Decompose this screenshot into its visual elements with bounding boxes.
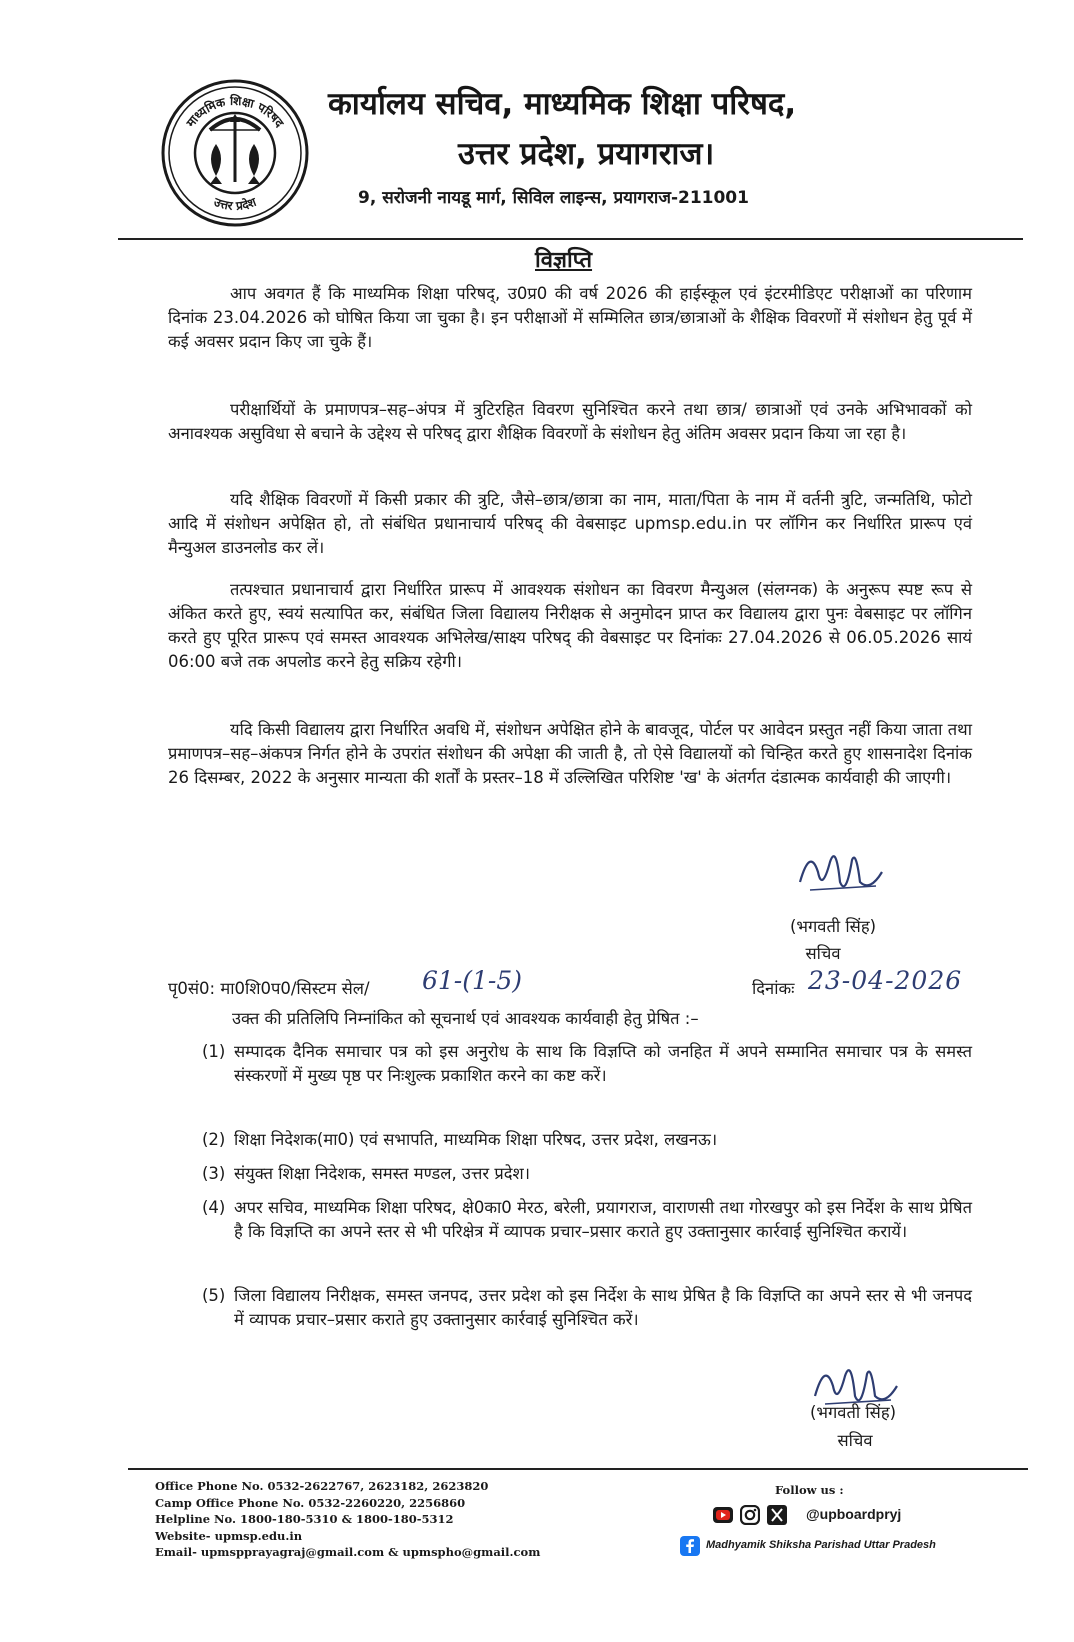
helpline: Helpline No. 1800-180-5310 & 1800-180-5312 — [155, 1512, 454, 1526]
facebook-icon[interactable] — [680, 1536, 700, 1556]
website-link[interactable]: Website- upmsp.edu.in — [155, 1528, 303, 1543]
follow-us-label: Follow us : — [775, 1483, 844, 1497]
copy-list-item-5 — [202, 1284, 972, 1332]
copy-list-item-1 — [202, 1040, 972, 1088]
seal-logo — [160, 78, 310, 228]
notice-paragraph-2: परीक्षार्थियों के प्रमाणपत्र–सह–अंपत्र में त्रुटिरहित विवरण सुनिश्चित करने तथा छात्र/ छात्राओं एवं उनके अभिभावकों को अनावश्यक असुविधा से बचाने के उद्देश्य से परिषद् द्वारा शैक्षिक विवरणों के संशोधन हेतु अंतिम अवसर प्रदान किया जा रहा है। — [168, 400, 972, 443]
footer-contact-block — [155, 1478, 540, 1561]
copy-list-text: संयुक्त शिक्षा निदेशक, समस्त मण्डल, उत्तर प्रदेश। — [234, 1164, 530, 1183]
camp-office-phone: Camp Office Phone No. 0532-2260220, 2256860 — [155, 1495, 466, 1510]
social-handle[interactable]: @upboardpryj — [806, 1506, 902, 1522]
office-title-line2: उत्तर प्रदेश, प्रयागराज। — [458, 136, 715, 172]
notice-paragraph-1: आप अवगत हैं कि माध्यमिक शिक्षा परिषद्, उ0प्र0 की वर्ष 2026 की हाईस्कूल एवं इंटरमीडिएट परीक्षाओं का परिणाम दिनांक 23.04.2026 को घोषित किया जा चुका है। इन परीक्षाओं में सम्मिलित छात्र/छात्राओं के शैक्षिक विवरणों में संशोधन हेतु पूर्व में कई अवसर प्रदान किए जा चुके हैं। — [168, 284, 972, 351]
x-icon[interactable] — [767, 1505, 787, 1525]
footer-divider — [128, 1468, 1028, 1470]
office-phone: Office Phone No. 0532-2622767, 2623182, 2623820 — [155, 1479, 489, 1493]
copy-list-number: (3) — [202, 1164, 226, 1183]
notice-paragraph-3: यदि शैक्षिक विवरणों में किसी प्रकार की त्रुटि, जैसे–छात्र/छात्रा का नाम, माता/पिता के नाम में वर्तनी त्रुटि, जन्मतिथि, फोटो आदि में संशोधन अपेक्षित हो, तो संबंधित प्रधानाचार्य परिषद् की वेबसाइट upmsp.edu.in पर लॉगिन कर निर्धारित प्रारूप एवं मैन्युअल डाउनलोड कर लें। — [168, 490, 972, 557]
copy-list-number: (4) — [202, 1198, 226, 1217]
copy-list-number: (2) — [202, 1130, 226, 1149]
seal-text-top: माध्यमिक शिक्षा परिषद — [183, 93, 287, 130]
copy-list-text: सम्पादक दैनिक समाचार पत्र को इस अनुरोध के साथ कि विज्ञप्ति को जनहित में अपने सम्मानित समाचार पत्र के समस्त संस्करणों में मुख्य पृष्ठ पर निःशुल्क प्रकाशित करने का कष्ट करें। — [234, 1042, 972, 1085]
office-address: 9, सरोजनी नायडू मार्ग, सिविल लाइन्स, प्रयागराज-211001 — [358, 188, 749, 208]
signatory-name-1: (भगवती सिंह) — [789, 917, 877, 936]
copy-intro: उक्त की प्रतिलिपि निम्नांकित को सूचनार्थ एवं आवश्यक कार्यवाही हेतु प्रेषित :– — [232, 1009, 699, 1028]
copy-list-number: (1) — [202, 1042, 226, 1061]
instagram-icon[interactable] — [740, 1505, 760, 1525]
signatory-designation-1: सचिव — [805, 944, 841, 963]
header-divider — [118, 238, 1023, 240]
reference-number-label: पृ0सं0: मा0शि0प0/सिस्टम सेल/ — [168, 979, 370, 998]
office-title-line1: कार्यालय सचिव, माध्यमिक शिक्षा परिषद, — [328, 86, 797, 122]
email-link[interactable]: Email- upmspprayagraj@gmail.com & upmspho@gmail.com — [155, 1545, 541, 1559]
svg-text:उत्तर प्रदेश — [211, 194, 259, 213]
copy-list-item-4 — [202, 1196, 972, 1244]
seal-text-bottom: उत्तर प्रदेश — [211, 194, 259, 213]
youtube-icon[interactable] — [713, 1505, 733, 1525]
signatory-name-2: (भगवती सिंह) — [809, 1403, 897, 1422]
signature-image-1 — [790, 842, 890, 902]
copy-list-text: जिला विद्यालय निरीक्षक, समस्त जनपद, उत्तर प्रदेश को इस निर्देश के साथ प्रेषित है कि विज्ञप्ति का अपने स्तर से भी जनपद में व्यापक प्रचार–प्रसार कराते हुए उक्तानुसार कार्रवाई सुनिश्चित करें। — [234, 1286, 972, 1329]
notice-paragraph-5: यदि किसी विद्यालय द्वारा निर्धारित अवधि में, संशोधन अपेक्षित होने के बावजूद, पोर्टल पर आवेदन प्रस्तुत नहीं किया जाता तथा प्रमाणपत्र–सह–अंकपत्र निर्गत होने के उपरांत संशोधन की अपेक्षा की जाती है, तो ऐसे विद्यालयों को चिन्हित करते हुए शासनादेश दिनांक 26 दिसम्बर, 2022 के अनुसार मान्यता की शर्तों के प्रस्तर–18 में उल्लिखित परिशिष्ट 'ख' के अंतर्गत दंडात्मक कार्यवाही की जाएगी। — [168, 720, 972, 787]
copy-list-number: (5) — [202, 1286, 226, 1305]
handwritten-reference-number: 61-(1-5) — [422, 966, 523, 995]
notice-paragraph-4: तत्पश्चात प्रधानाचार्य द्वारा निर्धारित प्रारूप में आवश्यक संशोधन का विवरण मैन्युअल (संलग्नक) के अनुरूप स्पष्ट रूप से अंकित करते हुए, स्वयं सत्यापित कर, संबंधित जिला विद्यालय निरीक्षक से अनुमोदन प्राप्त कर विद्यालय द्वारा पुनः वेबसाइट पर लॉगिन करते हुए पूरित प्रारूप एवं समस्त आवश्यक अभिलेख/साक्ष्य परिषद् की वेबसाइट पर दिनांकः 27.04.2026 से 06.05.2026 सायं 06:00 बजे तक अपलोड करने हेतु सक्रिय रहेगी। — [168, 580, 972, 671]
copy-list-item-3 — [202, 1162, 972, 1186]
handwritten-reference-date: 23-04-2026 — [808, 966, 963, 995]
reference-date-label: दिनांकः — [752, 979, 795, 998]
copy-list-item-2 — [202, 1128, 972, 1152]
notice-heading: विज्ञप्ति — [535, 248, 593, 273]
facebook-page-name[interactable]: Madhyamik Shiksha Parishad Uttar Pradesh — [706, 1539, 936, 1551]
copy-list-text: अपर सचिव, माध्यमिक शिक्षा परिषद, क्षे0का0 मेरठ, बरेली, प्रयागराज, वाराणसी तथा गोरखपुर को इस निर्देश के साथ प्रेषित है कि विज्ञप्ति का अपने स्तर से भी परिक्षेत्र में व्यापक प्रचार–प्रसार कराते हुए उक्तानुसार कार्रवाई सुनिश्चित करायें। — [234, 1198, 972, 1241]
signatory-designation-2: सचिव — [837, 1431, 873, 1450]
copy-list-text: शिक्षा निदेशक(मा0) एवं सभापति, माध्यमिक शिक्षा परिषद, उत्तर प्रदेश, लखनऊ। — [234, 1130, 718, 1149]
